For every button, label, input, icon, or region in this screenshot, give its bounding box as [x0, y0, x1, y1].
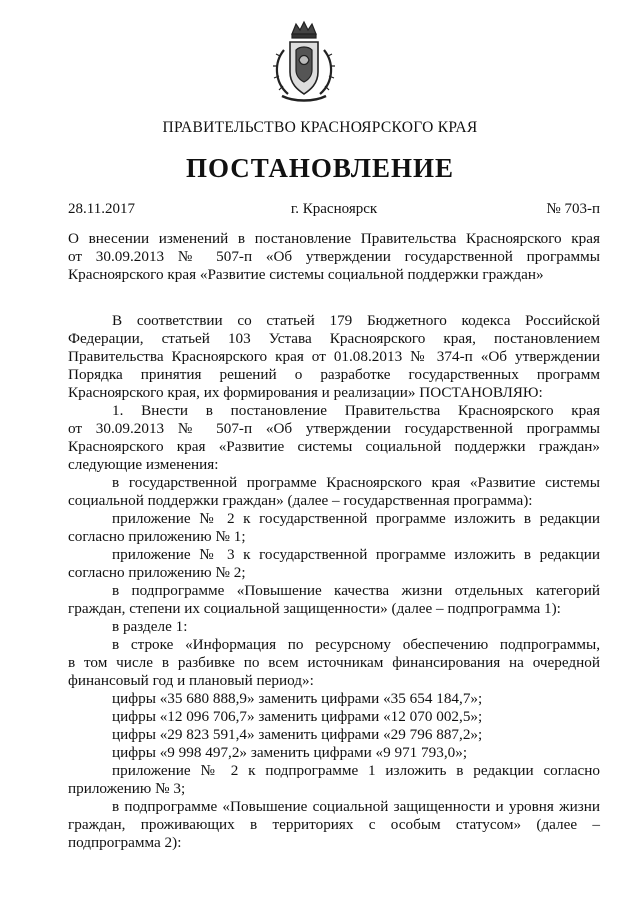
- body-line: в государственной программе Красноярского края «Развитие системы: [112, 474, 600, 491]
- body-line: 1. Внести в постановление Правительства Красноярского края: [112, 402, 600, 419]
- body-line: в том числе в разбивке по всем источникам финансирования на очередной: [68, 654, 600, 671]
- body-line: цифры «9 998 497,2» заменить цифрами «9 971 793,0»;: [112, 744, 468, 761]
- organization-title: ПРАВИТЕЛЬСТВО КРАСНОЯРСКОГО КРАЯ: [162, 119, 478, 136]
- coat-of-arms-icon: [270, 20, 338, 104]
- body-line: приложение № 3 к государственной программе изложить в редакции: [112, 546, 600, 563]
- document-date: 28.11.2017: [68, 201, 135, 217]
- body-line: цифры «12 096 706,7» заменить цифрами «12 070 002,5»;: [112, 708, 483, 725]
- subject-line: Красноярского края «Развитие системы социальной поддержки граждан»: [68, 266, 544, 283]
- body-line: В соответствии со статьей 179 Бюджетного кодекса Российской: [112, 312, 600, 329]
- body-line: от 30.09.2013 № 507-п «Об утверждении государственной программы: [68, 420, 600, 437]
- body-line: цифры «29 823 591,4» заменить цифрами «29 796 887,2»;: [112, 726, 483, 743]
- body-line: граждан, степени их социальной защищенности» (далее – подпрограмма 1):: [68, 600, 561, 617]
- body-line: согласно приложению № 2;: [68, 564, 246, 581]
- body-line: Федерации, статьей 103 Устава Красноярского края, постановлением: [68, 330, 600, 347]
- subject-line: О внесении изменений в постановление Правительства Красноярского края: [68, 230, 600, 247]
- body-line: подпрограмма 2):: [68, 834, 182, 851]
- document-city: г. Красноярск: [290, 201, 378, 217]
- body-line: приложение № 2 к государственной программе изложить в редакции: [112, 510, 600, 527]
- document-type-heading: ПОСТАНОВЛЕНИЕ: [185, 153, 455, 183]
- body-line: Красноярского края «Развитие системы социальной поддержки граждан»: [68, 438, 600, 455]
- body-line: в подпрограмме «Повышение качества жизни отдельных категорий: [112, 582, 600, 599]
- document-number: № 703-п: [546, 201, 600, 217]
- body-line: социальной поддержки граждан» (далее – государственная программа):: [68, 492, 533, 509]
- subject-line: от 30.09.2013 № 507-п «Об утверждении государственной программы: [68, 248, 600, 265]
- document-body: [68, 312, 600, 852]
- body-line: приложению № 3;: [68, 780, 186, 797]
- body-line: финансовый год и плановый период»:: [68, 672, 314, 689]
- body-line: следующие изменения:: [68, 456, 219, 473]
- body-line: цифры «35 680 888,9» заменить цифрами «35 654 184,7»;: [112, 690, 483, 707]
- document-meta-row: [68, 201, 600, 223]
- body-line: приложение № 2 к подпрограмме 1 изложить в редакции согласно: [112, 762, 600, 779]
- body-line: в разделе 1:: [112, 618, 188, 635]
- body-line: в строке «Информация по ресурсному обеспечению подпрограммы,: [112, 636, 600, 653]
- body-line: Красноярского края, их формирования и реализации» ПОСТАНОВЛЯЮ:: [68, 384, 543, 401]
- body-line: Порядка принятия решений о разработке государственных программ: [68, 366, 600, 383]
- body-line: в подпрограмме «Повышение социальной защищенности и уровня жизни: [112, 798, 600, 815]
- body-line: граждан, проживающих в территориях с особым статусом» (далее –: [68, 816, 600, 833]
- document-subject: [68, 230, 600, 284]
- body-line: согласно приложению № 1;: [68, 528, 246, 545]
- body-line: Правительства Красноярского края от 01.08.2013 № 374-п «Об утверждении: [68, 348, 600, 365]
